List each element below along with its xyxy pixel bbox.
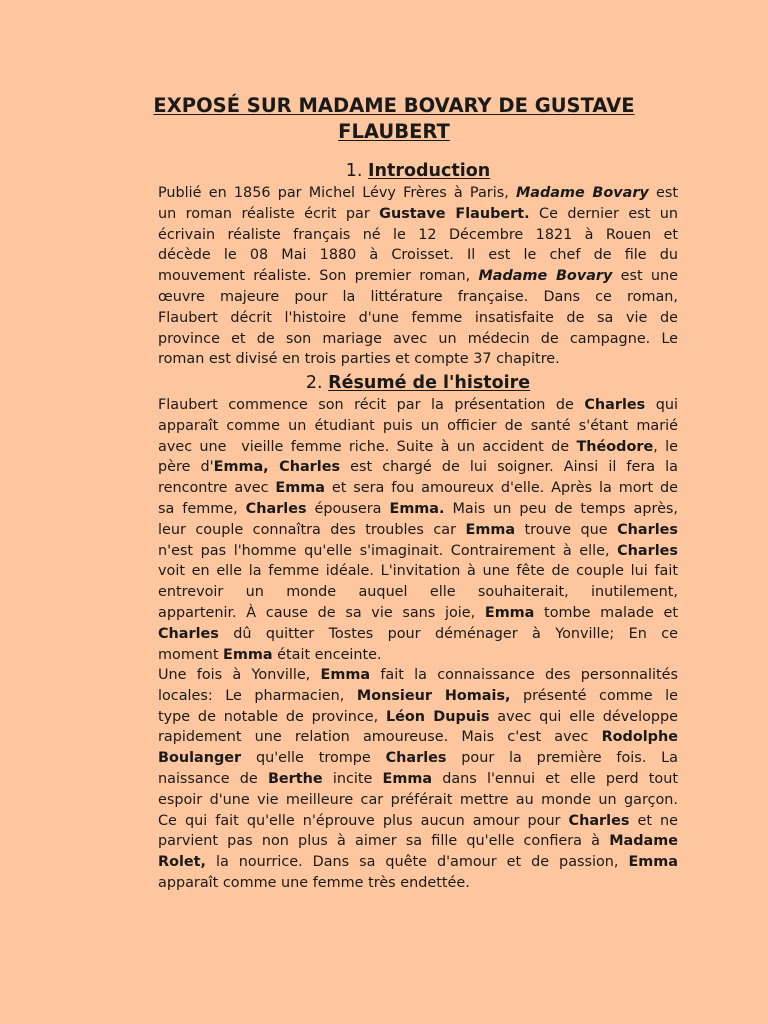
text-line: locales: Le pharmacien, Monsieur Homais, présenté comme le [158,687,678,704]
text-line: province et de son mariage avec un médecin de campagne. Le [158,330,678,347]
text-line: Flaubert décrit l'histoire d'une femme insatisfaite de sa vie de [158,309,678,326]
text-line: parvient pas non plus à aimer sa fille qu'elle confiera à Madame [158,833,678,850]
text-line: Rolet, la nourrice. Dans sa quête d'amour et de passion, Emma [158,854,678,871]
text-line: espoir d'une vie meilleure car préférait mettre au monde un garçon. [158,791,678,808]
text-line: rapidement une relation amoureuse. Mais c'est avec Rodolphe [158,729,678,746]
text-line: Une fois à Yonville, Emma fait la connaissance des personnalités [158,667,678,683]
text-line: naissance de Berthe incite Emma dans l'ennui et elle perd tout [158,770,678,787]
text-line: voit en elle la femme idéale. L'invitation à une fête de couple lui fait [158,563,678,580]
document-title-line2: FLAUBERT [338,120,450,143]
text-line: type de notable de province, Léon Dupuis avec qui elle développe [158,708,679,725]
text-line: appartenir. À cause de sa vie sans joie, Emma tombe malade et [158,604,678,621]
text-line: Boulanger qu'elle trompe Charles pour la première fois. La [158,750,678,767]
text-line: sa femme, Charles épousera Emma. Mais un peu de temps après, [158,500,679,517]
document-title-line1: EXPOSÉ SUR MADAME BOVARY DE GUSTAVE [153,94,635,117]
text-line: œuvre majeure pour la littérature française. Dans ce roman, [158,288,678,305]
section-number: 1. [345,161,363,181]
text-line: rencontre avec Emma et sera fou amoureux d'elle. Après la mort de [158,480,678,497]
section-heading-text: Introduction [368,161,491,181]
section-number: 2. [305,373,323,393]
text-line: Publié en 1856 par Michel Lévy Frères à Paris, Madame Bovary est [158,185,678,201]
section-heading-resume [158,372,678,394]
summary-paragraph-2 [158,665,678,894]
text-line: entrevoir un monde auquel elle souhaiterait, inutilement, [158,584,678,601]
text-line: apparaît comme un étudiant puis un officier de santé s'étant marié [158,417,678,434]
summary-paragraph-1 [158,395,678,665]
text-line: décède le 08 Mai 1880 à Croisset. Il est le chef de file du [158,247,678,264]
section-heading-introduction [158,160,678,182]
text-line: Ce qui fait qu'elle n'éprouve plus aucun amour pour Charles et ne [158,812,678,829]
text-line: un roman réaliste écrit par Gustave Flaubert. Ce dernier est un [158,205,678,222]
text-line: Flaubert commence son récit par la présentation de Charles qui [158,397,678,413]
text-line: avec une vieille femme riche. Suite à un accident de Théodore, le [158,438,678,455]
text-line: roman est divisé en trois parties et compte 37 chapitre. [158,351,560,368]
text-line: Charles dû quitter Tostes pour déménager à Yonville; En ce [158,625,678,642]
introduction-paragraph [158,183,678,370]
text-line: mouvement réaliste. Son premier roman, Madame Bovary est une [158,268,678,285]
text-line: leur couple connaîtra des troubles car Emma trouve que Charles [158,521,678,538]
document-title [110,93,678,145]
text-line: moment Emma était enceinte. [158,646,382,663]
section-heading-text: Résumé de l'histoire [328,373,531,393]
text-line: n'est pas l'homme qu'elle s'imaginait. Contrairement à elle, Charles [158,542,678,559]
text-line: père d'Emma, Charles est chargé de lui soigner. Ainsi il fera la [158,459,679,476]
text-line: écrivain réaliste français né le 12 Décembre 1821 à Rouen et [158,226,678,243]
text-line: apparaît comme une femme très endettée. [158,874,470,891]
